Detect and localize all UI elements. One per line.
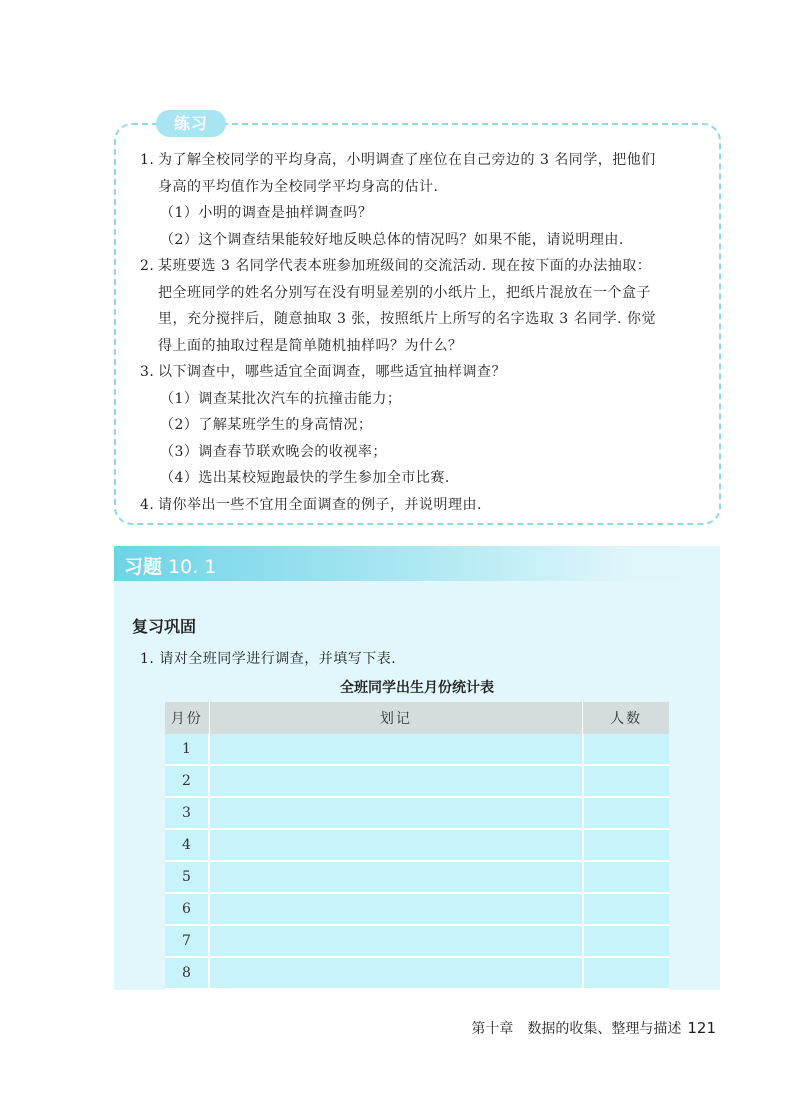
practice-question-1 — [140, 147, 700, 253]
tally-cell[interactable] — [209, 734, 583, 765]
exercise-title — [124, 552, 216, 579]
exercise-header — [114, 546, 720, 581]
column-header-month: 月份 — [165, 702, 209, 734]
practice-question-4 — [140, 492, 700, 519]
question-number: 2. — [140, 258, 155, 274]
practice-tag: 练习 — [156, 110, 226, 137]
sub-question: （1）小明的调查是抽样调查吗？ — [160, 205, 373, 221]
question-text: 请对全班同学进行调查，并填写下表. — [159, 651, 397, 667]
exercise-question-1 — [140, 648, 396, 668]
table-title: 全班同学出生月份统计表 — [340, 680, 494, 696]
sub-question: （2）了解某班学生的身高情况； — [160, 417, 373, 433]
exercise-section — [114, 546, 720, 990]
count-cell[interactable] — [583, 957, 669, 989]
count-cell[interactable] — [583, 893, 669, 925]
tally-cell[interactable] — [209, 957, 583, 989]
month-cell: 5 — [165, 861, 209, 893]
month-cell: 7 — [165, 925, 209, 957]
sub-question: （3）调查春节联欢晚会的收视率； — [160, 443, 387, 460]
tally-cell[interactable] — [209, 925, 583, 957]
month-cell: 1 — [165, 734, 209, 765]
table-row — [165, 797, 669, 829]
footer-chapter: 第十章 — [471, 1021, 514, 1037]
month-cell: 6 — [165, 893, 209, 925]
practice-question-3 — [140, 359, 700, 492]
exercise-number: 10. 1 — [168, 556, 217, 578]
question-text: 为了解全校同学的平均身高，小明调查了座位在自己旁边的 3 名同学，把他们 — [158, 152, 656, 168]
table-row — [165, 765, 669, 797]
footer-chapter-title: 数据的收集、整理与描述 — [527, 1021, 682, 1037]
table-row — [165, 957, 669, 989]
question-text: 请你举出一些不宜用全面调查的例子，并说明理由. — [158, 496, 482, 513]
sub-question: （4）选出某校短跑最快的学生参加全市比赛. — [160, 470, 450, 486]
page-footer — [471, 1018, 716, 1038]
tally-cell[interactable] — [209, 861, 583, 893]
question-number: 1. — [140, 651, 155, 667]
practice-content — [140, 147, 700, 518]
practice-question-2 — [140, 253, 700, 359]
count-cell[interactable] — [583, 925, 669, 957]
question-text: 得上面的抽取过程是简单随机抽样吗？为什么？ — [158, 337, 463, 354]
question-number: 3. — [140, 364, 155, 380]
count-cell[interactable] — [583, 861, 669, 893]
review-heading: 复习巩固 — [132, 617, 197, 636]
month-cell: 8 — [165, 957, 209, 989]
tally-cell[interactable] — [209, 765, 583, 797]
question-text: 里，充分搅拌后，随意抽取 3 张，按照纸片上所写的名字选取 3 名同学. 你觉 — [158, 311, 657, 327]
table-row — [165, 861, 669, 893]
page-number: 121 — [687, 1019, 716, 1037]
month-cell: 4 — [165, 829, 209, 861]
question-number: 1. — [140, 152, 155, 168]
month-cell: 2 — [165, 765, 209, 797]
tally-cell[interactable] — [209, 797, 583, 829]
tally-cell[interactable] — [209, 829, 583, 861]
count-cell[interactable] — [583, 829, 669, 861]
table-row — [165, 734, 669, 765]
column-header-tally: 划记 — [209, 702, 583, 734]
count-cell[interactable] — [583, 734, 669, 765]
column-header-count: 人数 — [583, 702, 669, 734]
sub-question: （2）这个调查结果能较好地反映总体的情况吗？如果不能，请说明理由. — [160, 231, 624, 248]
sub-question: （1）调查某批次汽车的抗撞击能力； — [160, 390, 402, 407]
tally-cell[interactable] — [209, 893, 583, 925]
question-text: 把全班同学的姓名分别写在没有明显差别的小纸片上，把纸片混放在一个盒子 — [158, 284, 651, 301]
count-cell[interactable] — [583, 765, 669, 797]
birth-month-table — [165, 702, 669, 990]
count-cell[interactable] — [583, 797, 669, 829]
table-header-row — [165, 702, 669, 734]
table-row — [165, 893, 669, 925]
question-text: 身高的平均值作为全校同学平均身高的估计. — [158, 178, 439, 195]
table-row — [165, 925, 669, 957]
exercise-title-label: 习题 — [124, 556, 163, 578]
question-text: 某班要选 3 名同学代表本班参加班级间的交流活动. 现在按下面的办法抽取： — [158, 258, 652, 274]
question-text: 以下调查中，哪些适宜全面调查，哪些适宜抽样调查？ — [158, 364, 506, 380]
question-number: 4. — [140, 496, 155, 513]
table-row — [165, 829, 669, 861]
month-cell: 3 — [165, 797, 209, 829]
